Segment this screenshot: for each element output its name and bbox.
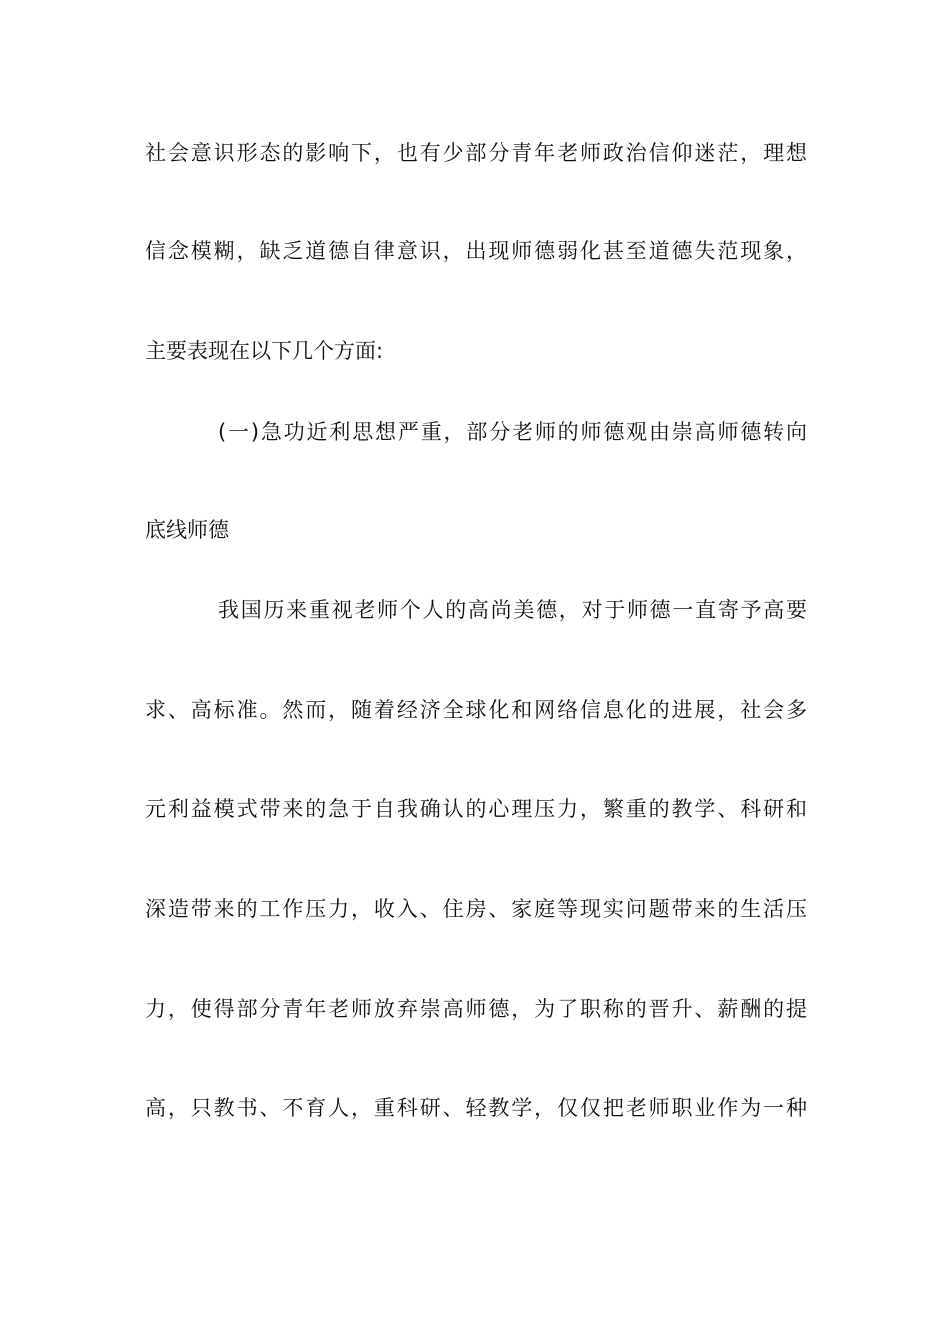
section-heading-line: 底线师德 bbox=[145, 518, 229, 542]
paragraph-line: 我国历来重视老师个人的高尚美德，对于师德一直寄予高要 bbox=[218, 598, 807, 622]
paragraph-line: 力，使得部分青年老师放弃崇高师德，为了职称的晋升、薪酬的提 bbox=[145, 997, 807, 1021]
paragraph-line: 社会意识形态的影响下，也有少部分青年老师政治信仰迷茫，理想 bbox=[145, 141, 807, 165]
paragraph-line: 主要表现在以下几个方面: bbox=[145, 339, 384, 363]
paragraph-line: 信念模糊，缺乏道德自律意识，出现师德弱化甚至道德失范现象， bbox=[145, 239, 807, 263]
paragraph-line: 高，只教书、不育人，重科研、轻教学，仅仅把老师职业作为一种 bbox=[145, 1096, 807, 1120]
paragraph-line: 求、高标准。然而，随着经济全球化和网络信息化的进展，社会多 bbox=[145, 698, 807, 722]
section-heading-line: (一)急功近利思想严重，部分老师的师德观由崇高师德转向 bbox=[218, 420, 807, 444]
paragraph-line: 元利益模式带来的急于自我确认的心理压力，繁重的教学、科研和 bbox=[145, 797, 807, 821]
paragraph-line: 深造带来的工作压力，收入、住房、家庭等现实问题带来的生活压 bbox=[145, 897, 807, 921]
